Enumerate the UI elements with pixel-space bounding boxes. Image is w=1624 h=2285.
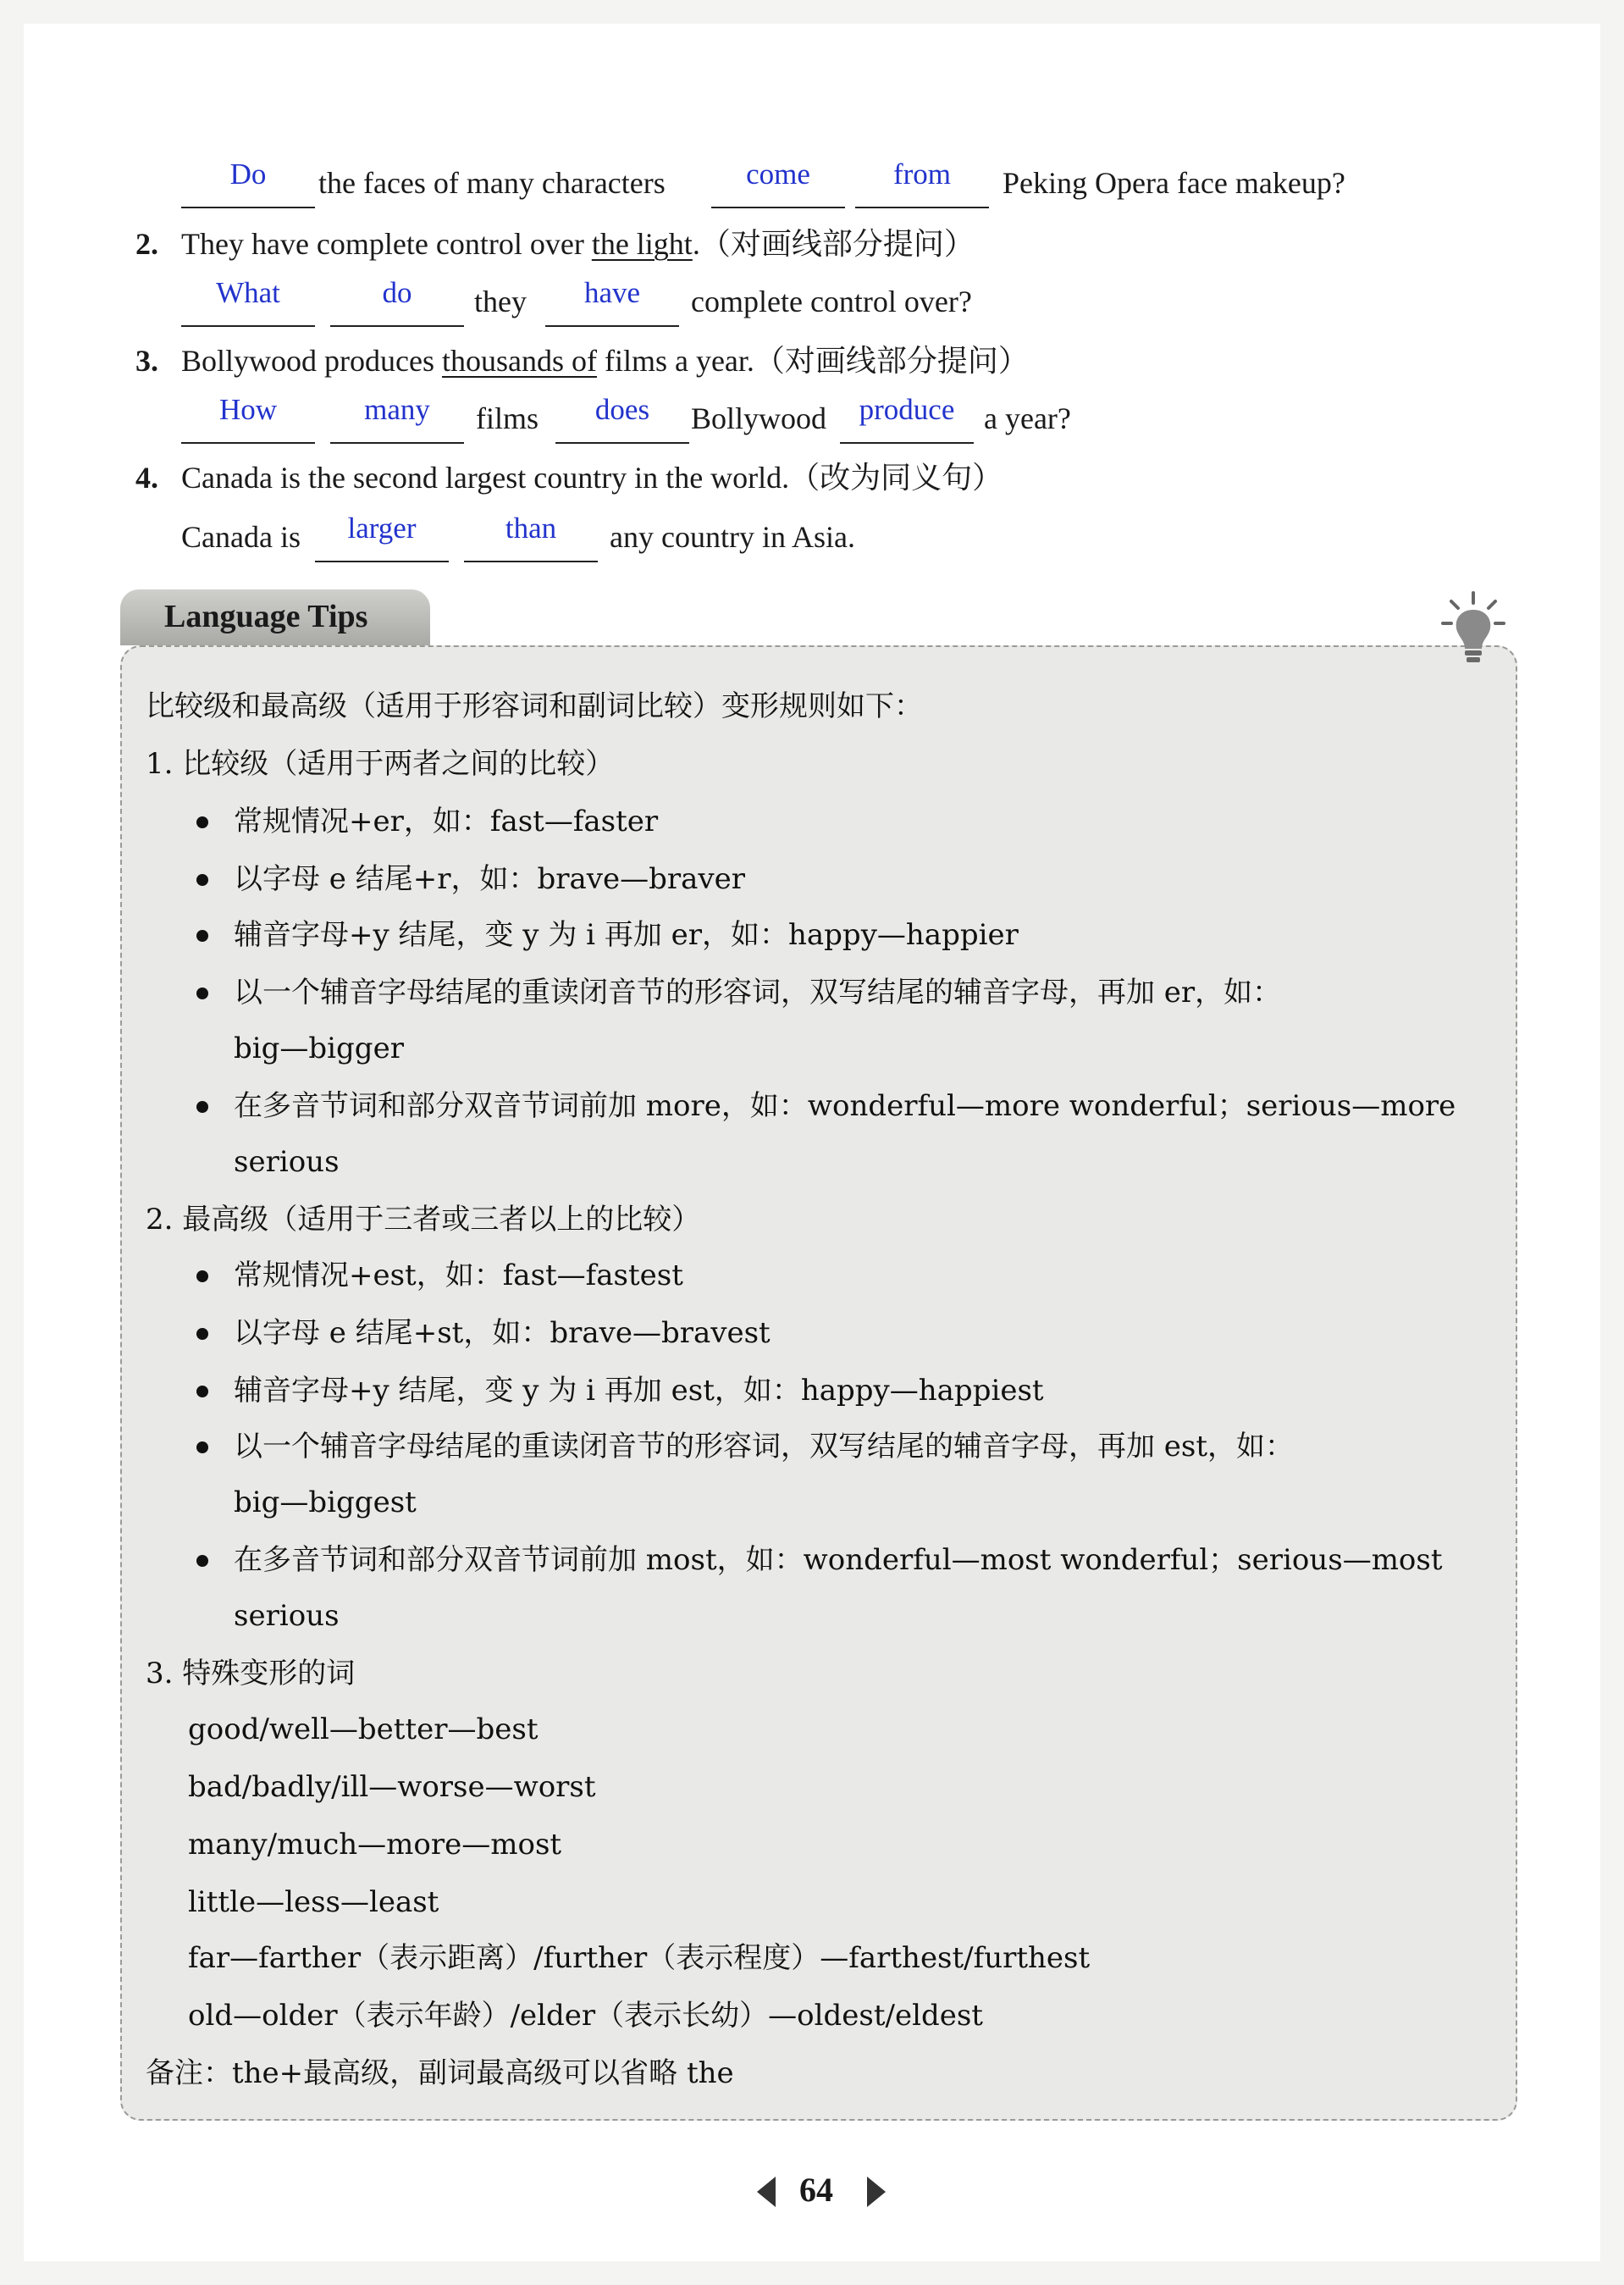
rule-item-cont: big—biggest [234, 1486, 417, 1519]
line-text: Canada is [181, 520, 301, 554]
prompt-text [181, 219, 975, 269]
prompt-text-part: films a year.（对画线部分提问） [596, 344, 1029, 378]
page-number: 64 [799, 2171, 833, 2209]
bullet-dot [196, 1441, 208, 1453]
answer-blank[interactable]: come [711, 158, 845, 208]
line-text: any country in Asia. [610, 520, 855, 554]
prompt-text-part: They have complete control over [181, 227, 592, 261]
rule-item: 在多音节词和部分双音节词前加 most，如：wonderful—most wonderful；serious—most [234, 1543, 1443, 1577]
rule-item: 以字母 e 结尾+r，如：brave—braver [234, 862, 745, 896]
line-text: they [474, 285, 527, 318]
irregular-form: little—less—least [188, 1885, 439, 1919]
rule-item: 以字母 e 结尾+st，如：brave—bravest [234, 1316, 771, 1350]
underlined-text: the light [591, 227, 693, 261]
answer-blank[interactable]: does [555, 393, 689, 444]
tips-intro: 比较级和最高级（适用于形容词和副词比较）变形规则如下： [146, 689, 923, 723]
bullet-dot [196, 816, 208, 828]
question-number: 3. [135, 344, 158, 378]
irregular-form: far—farther（表示距离）/further（表示程度）—farthest/furthest [188, 1941, 1091, 1975]
underlined-text: thousands of [441, 344, 597, 378]
section-irregular: 3. 特殊变形的词 [146, 1657, 356, 1690]
bullet-dot [196, 1270, 208, 1282]
tips-note: 备注：the+最高级，副词最高级可以省略 the [146, 2056, 734, 2090]
rule-item: 辅音字母+y 结尾，变 y 为 i 再加 er，如：happy—happier [234, 918, 1019, 952]
bullet-dot [196, 1386, 208, 1397]
rule-item-cont: big—bigger [234, 1032, 404, 1065]
prompt-text-part: Bollywood produces [181, 344, 442, 378]
irregular-form: good/well—better—best [188, 1712, 539, 1746]
bullet-dot [196, 930, 208, 942]
rule-item: 以一个辅音字母结尾的重读闭音节的形容词，双写结尾的辅音字母，再加 est，如： [234, 1430, 1295, 1463]
rule-item: 以一个辅音字母结尾的重读闭音节的形容词，双写结尾的辅音字母，再加 er，如： [234, 976, 1282, 1010]
rule-item: 在多音节词和部分双音节词前加 more，如：wonderful—more wonderful；serious—more [234, 1089, 1456, 1123]
language-tips-title: Language Tips [164, 599, 368, 634]
irregular-form: many/much—more—most [188, 1828, 562, 1862]
irregular-form: bad/badly/ill—worse—worst [188, 1770, 596, 1804]
language-tips-tab [120, 589, 430, 645]
lightbulb-icon [1439, 589, 1507, 667]
rule-item: 辅音字母+y 结尾，变 y 为 i 再加 est，如：happy—happiest [234, 1374, 1044, 1408]
rule-item: 常规情况+est，如：fast—fastest [234, 1259, 683, 1292]
bullet-dot [196, 1555, 208, 1567]
line-text: Peking Opera face makeup? [1003, 166, 1345, 200]
line-text: complete control over? [691, 285, 972, 318]
section-comparative: 1. 比较级（适用于两者之间的比较） [146, 747, 615, 781]
bullet-dot [196, 988, 208, 999]
next-page-icon[interactable] [867, 2177, 886, 2207]
answer-blank[interactable]: many [330, 393, 464, 444]
answer-blank[interactable]: What [181, 276, 315, 327]
line-text: Bollywood [691, 401, 827, 435]
rule-item-cont: serious [234, 1145, 340, 1179]
bullet-dot [196, 1101, 208, 1113]
answer-blank[interactable]: than [464, 512, 598, 562]
answer-blank[interactable]: How [181, 393, 315, 444]
prompt-text-part: .（对画线部分提问） [692, 227, 975, 261]
question-number: 4. [135, 461, 158, 495]
rule-item-cont: serious [234, 1599, 340, 1633]
line-text: films [476, 401, 539, 435]
section-superlative: 2. 最高级（适用于三者或三者以上的比较） [146, 1203, 701, 1237]
line-text: a year? [984, 401, 1071, 435]
answer-blank[interactable]: larger [315, 512, 449, 562]
question-number: 2. [135, 227, 158, 261]
answer-blank[interactable]: have [545, 276, 679, 327]
rule-item: 常规情况+er，如：fast—faster [234, 805, 659, 838]
bullet-dot [196, 874, 208, 886]
line-text: the faces of many characters [318, 166, 666, 200]
previous-page-icon[interactable] [757, 2177, 776, 2207]
answer-blank[interactable]: from [855, 158, 989, 208]
answer-blank[interactable]: do [330, 276, 464, 327]
answer-blank[interactable]: produce [840, 393, 974, 444]
prompt-text [181, 335, 1029, 386]
irregular-form: old—older（表示年龄）/elder（表示长幼）—oldest/eldest [188, 1999, 983, 2033]
answer-blank[interactable]: Do [181, 158, 315, 208]
prompt-text: Canada is the second largest country in the world.（改为同义句） [181, 461, 1003, 495]
bullet-dot [196, 1328, 208, 1340]
